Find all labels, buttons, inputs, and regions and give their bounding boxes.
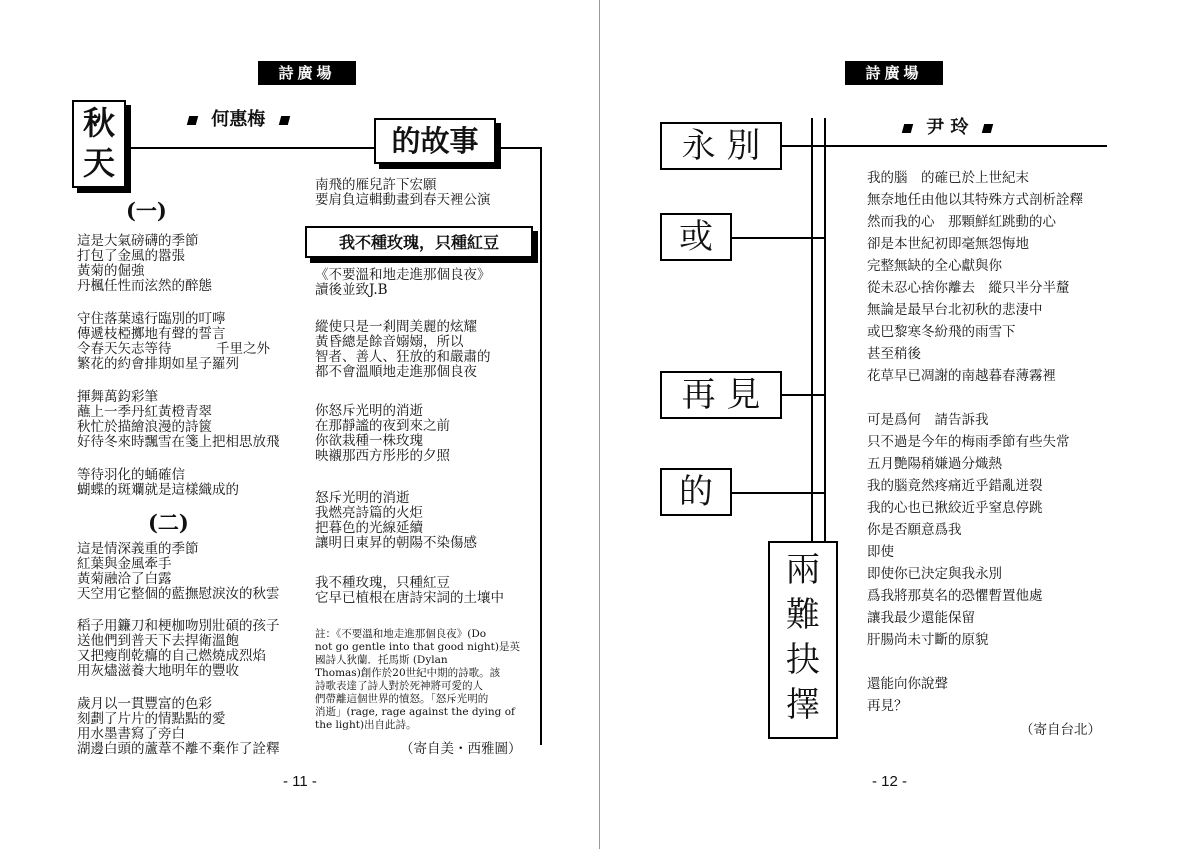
poem-line: 蘸上一季丹紅黃橙青翠	[77, 404, 212, 420]
poem-line: 天空用它整個的藍撫慰淚汝的秋雲	[77, 586, 280, 602]
poem-line: 黃昏總是餘音嫋嫋，所以	[315, 334, 464, 350]
poem-line: 讓明日東昇的朝陽不染傷感	[315, 535, 477, 551]
poem-line: 這是情深義重的季節	[77, 541, 199, 557]
poem-line: 打包了金風的嚣張	[77, 248, 185, 264]
title-vertical-box	[768, 541, 838, 739]
footnote-line: 詩歌表達了詩人對於死神將可愛的人	[315, 680, 483, 692]
title-text: 的	[679, 472, 713, 512]
title-box-story	[374, 118, 496, 164]
poem-line: 即使	[867, 544, 894, 560]
footnote-line: the light)出自此詩。	[315, 719, 417, 731]
poem-line: 稻子用鐮刀和梗枷吻別壯碩的孩子	[77, 618, 280, 634]
poem-line: 完整無缺的全心獻與你	[867, 258, 1002, 274]
title-box	[660, 213, 732, 261]
poem-line: 即使你已決定與我永別	[867, 566, 1002, 582]
author-name: 尹 玲	[926, 117, 969, 138]
poem-line: 千里之外	[216, 341, 270, 357]
poem-line: 南飛的雁兒許下宏願	[315, 177, 437, 193]
poem-line: 繁花的約會排期如星子羅列	[77, 356, 239, 372]
poem-line: 好待冬來時飄雪在箋上把相思放飛	[77, 434, 280, 450]
poem-line: 五月艷陽稍嫌過分熾熱	[867, 456, 1002, 472]
author-name: 何惠梅	[211, 109, 266, 130]
poem-line: 只不過是今年的梅雨季節有些失常	[867, 434, 1070, 450]
poem-line: 令春天矢志等待	[77, 341, 172, 357]
poem-line: 縱使只是一剎間美麗的炫耀	[315, 319, 477, 335]
poem-line: 從未忍心捨你離去 縱只半分半釐	[867, 280, 1070, 296]
subtitle-note: 讀後並致J.B	[315, 282, 388, 298]
poem-line: 你欲栽種一株玫瑰	[315, 433, 423, 449]
section-heading: (二)	[148, 510, 189, 535]
poem-line: 智者、善人、狂放的和嚴肅的	[315, 349, 491, 365]
footnote-line: not go gentle into that good night)是英	[315, 641, 520, 653]
square-ornament-icon	[187, 116, 198, 125]
page-number: - 12 -	[872, 773, 908, 790]
title-char: 難	[786, 595, 820, 635]
title-rule	[782, 145, 1107, 147]
poem-line: 要肩負這輯動畫到春天裡公演	[315, 192, 491, 208]
poem-line: 它早已植根在唐詩宋詞的土壤中	[315, 590, 504, 606]
title-rule	[782, 394, 825, 396]
poem-line: 蝴蝶的斑斕就是這樣織成的	[77, 482, 239, 498]
poem-line: 無奈地任由他以其特殊方式剖析詮釋	[867, 192, 1083, 208]
title-box-autumn	[72, 100, 126, 188]
page-number: - 11 -	[283, 773, 317, 790]
poem-line: 我的心也已揪絞近乎窒息停跳	[867, 500, 1043, 516]
poem-line: 然而我的心 那顆鮮紅跳動的心	[867, 214, 1056, 230]
footnote-line: 消逝」(rage, rage against the dying of	[315, 706, 515, 718]
footnote-line: 們帶離這個世界的憤怒。「怒斥光明的	[315, 693, 489, 705]
poem-line: 花草早已凋謝的南越暮春薄霧裡	[867, 368, 1056, 384]
title-vertical-rule	[824, 118, 826, 543]
section-header: 詩廣場	[258, 61, 356, 85]
square-ornament-icon	[278, 116, 289, 125]
title-char: 擇	[786, 685, 820, 725]
page-right	[600, 0, 1200, 849]
title-text: 的故事	[391, 124, 479, 158]
poem-line: 等待羽化的蛹確信	[77, 467, 185, 483]
poem-line: 湖邊白頭的蘆葦不離不棄作了詮釋	[77, 741, 280, 757]
poem-line: 你怒斥光明的消逝	[315, 403, 423, 419]
title-char: 秋	[82, 104, 115, 142]
title-rule-end	[495, 147, 542, 149]
footnote-line: 國詩人狄蘭．托馬斯 (Dylan	[315, 654, 448, 666]
title-rule	[730, 237, 825, 239]
poem-line: 把暮色的光線延續	[315, 520, 423, 536]
subtitle-text: 我不種玫瑰，只種紅豆	[338, 233, 499, 252]
column-rule	[540, 147, 542, 745]
poem-line: 歲月以一貫豐富的色彩	[77, 696, 212, 712]
footnote-line: 註：《不要溫和地走進那個良夜》(Do	[315, 628, 487, 640]
poem-line: 我的腦 的確已於上世紀末	[867, 170, 1029, 186]
title-rule	[126, 147, 376, 149]
title-rule	[730, 492, 825, 494]
title-text: 或	[679, 217, 713, 257]
poem-line: 這是大氣磅礴的季節	[77, 233, 199, 249]
poem-line: 丹楓任性而泫然的醉態	[77, 278, 212, 294]
poem-line: 爲我將那莫名的恐懼暫置他處	[867, 588, 1043, 604]
poem-line: 映襯那西方彤彤的夕照	[315, 448, 450, 464]
title-text: 再 見	[681, 375, 761, 415]
author-byline	[903, 118, 992, 138]
title-box	[660, 371, 782, 419]
title-char: 天	[82, 144, 115, 182]
title-char: 抉	[786, 640, 820, 680]
poem-line: 肝腸尚未寸斷的原貌	[867, 632, 989, 648]
section-heading: (一)	[126, 198, 167, 223]
square-ornament-icon	[902, 124, 913, 133]
poem-line: 我的腦竟然疼痛近乎錯亂迸裂	[867, 478, 1043, 494]
poem-line: 刻劃了片片的情點點的愛	[77, 711, 226, 727]
author-location: （寄自台北）	[1020, 722, 1101, 738]
poem-line: 用水墨書寫了旁白	[77, 726, 185, 742]
poem-line: 用灰燼滋養大地明年的豐收	[77, 663, 239, 679]
poem-line: 卻是本世紀初即毫無怨悔地	[867, 236, 1029, 252]
poem-line: 又把瘦削乾癟的自己燃燒成烈焰	[77, 648, 266, 664]
poem-line: 紅葉與金風牽手	[77, 556, 172, 572]
poem-line: 讓我最少還能保留	[867, 610, 975, 626]
author-location: （寄自美・西雅圖）	[400, 741, 522, 757]
poem-line: 你是否願意爲我	[867, 522, 962, 538]
poem-line: 再見？	[867, 698, 908, 714]
poem-line: 黃菊的倔強	[77, 263, 145, 279]
poem-line: 甚至稍後	[867, 346, 921, 362]
poem-line: 我燃亮詩篇的火炬	[315, 505, 423, 521]
poem-line: 守住落葉遠行臨別的叮嚀	[77, 311, 226, 327]
subtitle-note: 《不要溫和地走進那個良夜》	[315, 267, 491, 283]
title-char: 兩	[786, 550, 820, 590]
poem-line: 在那靜謐的夜到來之前	[315, 418, 450, 434]
poem-line: 傳遞枝椏擲地有聲的誓言	[77, 326, 226, 342]
title-box	[660, 468, 732, 516]
poem-line: 或巴黎寒冬紛飛的雨雪下	[867, 324, 1016, 340]
poem-line: 怒斥光明的消逝	[315, 490, 410, 506]
author-byline	[188, 110, 289, 130]
subtitle-box	[305, 226, 533, 258]
poem-line: 黃菊融洽了白露	[77, 571, 172, 587]
poem-line: 還能向你說聲	[867, 676, 948, 692]
square-ornament-icon	[982, 124, 993, 133]
poem-line: 秋忙於描繪浪漫的詩篋	[77, 419, 212, 435]
title-vertical-rule	[811, 118, 813, 568]
footnote-line: Thomas)創作於20世紀中期的詩歌。該	[315, 667, 501, 679]
section-header: 詩廣場	[845, 61, 943, 85]
poem-line: 揮舞萬鈞彩筆	[77, 389, 158, 405]
poem-line: 我不種玫瑰，只種紅豆	[315, 575, 450, 591]
poem-line: 無論是最早台北初秋的悲淒中	[867, 302, 1043, 318]
poem-line: 都不會溫順地走進那個良夜	[315, 364, 477, 380]
title-box	[660, 122, 782, 170]
title-text: 永 別	[681, 126, 761, 166]
poem-line: 送他們到普天下去捍衛溫飽	[77, 633, 239, 649]
poem-line: 可是爲何 請告訴我	[867, 412, 989, 428]
